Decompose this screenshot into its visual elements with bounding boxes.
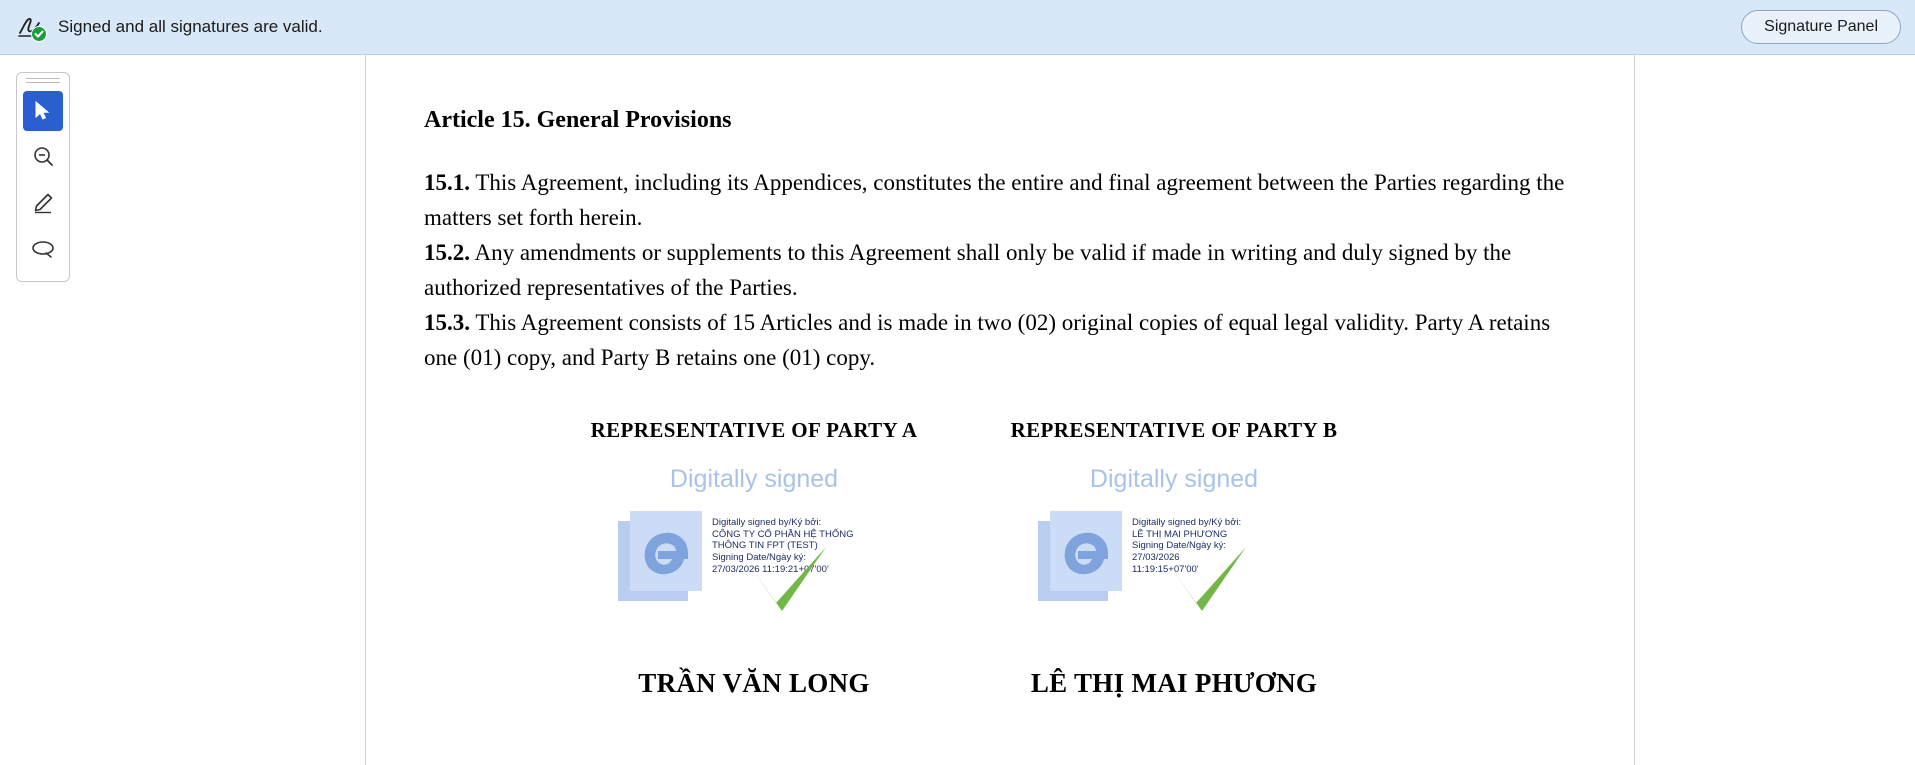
clause-number: 15.1. [424, 170, 470, 195]
annotation-toolbar [16, 72, 70, 282]
clause-number: 15.2. [424, 239, 470, 265]
signatory-name-party-a: TRẦN VĂN LONG [638, 667, 870, 698]
meta-line-5: 27/03/2026 11:19:21+07'00' [712, 564, 829, 576]
cursor-arrow-icon [32, 100, 54, 122]
document-page [365, 55, 1635, 765]
ellipse-icon [30, 237, 56, 261]
digitally-signed-label: Digitally signed [1089, 464, 1259, 493]
signatory-name-party-b: LÊ THỊ MAI PHƯƠNG [1030, 667, 1318, 698]
signature-row [424, 418, 1574, 699]
signature-block-party-a [544, 418, 964, 699]
toolbar-drag-handle[interactable] [17, 73, 69, 87]
digitally-signed-label: Digitally signed [669, 464, 839, 493]
clause-15-2 [424, 236, 1574, 306]
green-check-icon [742, 545, 832, 613]
signature-status-text: Signed and all signatures are valid. [58, 17, 323, 36]
meta-line-4: 27/03/2026 [1132, 552, 1180, 564]
meta-line-4: Signing Date/Ngày ký: [712, 552, 806, 564]
zoom-tool[interactable] [23, 137, 63, 177]
meta-line-3: THÔNG TIN FPT (TEST) [712, 540, 818, 552]
pen-icon [31, 191, 55, 215]
e-signature-logo-icon [1038, 511, 1122, 611]
clause-15-1 [424, 166, 1574, 236]
clause-text: This Agreement consists of 15 Articles and is made in two (02) original copies of equal legal validity. Party A retains one (01) copy, and Party B retains one (01) copy. [424, 309, 1551, 370]
signature-block-party-b [964, 418, 1384, 699]
meta-line-5: 11:19:15+07'00' [1132, 564, 1199, 576]
meta-line-2: CÔNG TY CỔ PHẦN HỆ THỐNG [712, 528, 854, 540]
meta-line-1: Digitally signed by/Ký bởi: [1132, 516, 1242, 528]
signature-panel-button[interactable]: Signature Panel [1741, 10, 1901, 44]
magnifier-icon [31, 145, 55, 169]
meta-line-1: Digitally signed by/Ký bởi: [712, 516, 822, 528]
digital-signature-stamp-party-a[interactable] [544, 465, 964, 660]
pen-tool[interactable] [23, 183, 63, 223]
stamp-graphic [604, 511, 904, 621]
select-tool[interactable] [23, 91, 63, 131]
digital-signature-stamp-party-b[interactable] [964, 465, 1384, 660]
meta-line-2: LÊ THỊ MAI PHƯƠNG [1132, 528, 1228, 540]
clause-text: Any amendments or supplements to this Agreement shall only be valid if made in writing and duly signed by the authorized representatives of the Parties. [424, 239, 1512, 300]
page-title: Article 15. General Provisions [424, 107, 732, 133]
green-check-icon [1162, 545, 1252, 613]
clause-number: 15.3. [424, 309, 470, 335]
clause-text: This Agreement, including its Appendices, constitutes the entire and final agreement between the Parties regarding the matters set forth herein. [424, 170, 1565, 230]
stamp-graphic [1024, 511, 1324, 621]
clause-15-3 [424, 306, 1574, 376]
highlight-tool[interactable] [23, 229, 63, 269]
meta-line-3: Signing Date/Ngày ký: [1132, 540, 1226, 552]
document-body [366, 55, 1634, 699]
signature-title-party-b: REPRESENTATIVE OF PARTY B [1010, 417, 1338, 442]
signature-title-party-a: REPRESENTATIVE OF PARTY A [590, 417, 918, 442]
signature-valid-icon [14, 10, 48, 44]
e-signature-logo-icon [618, 511, 702, 611]
signature-status-bar [0, 0, 1915, 55]
